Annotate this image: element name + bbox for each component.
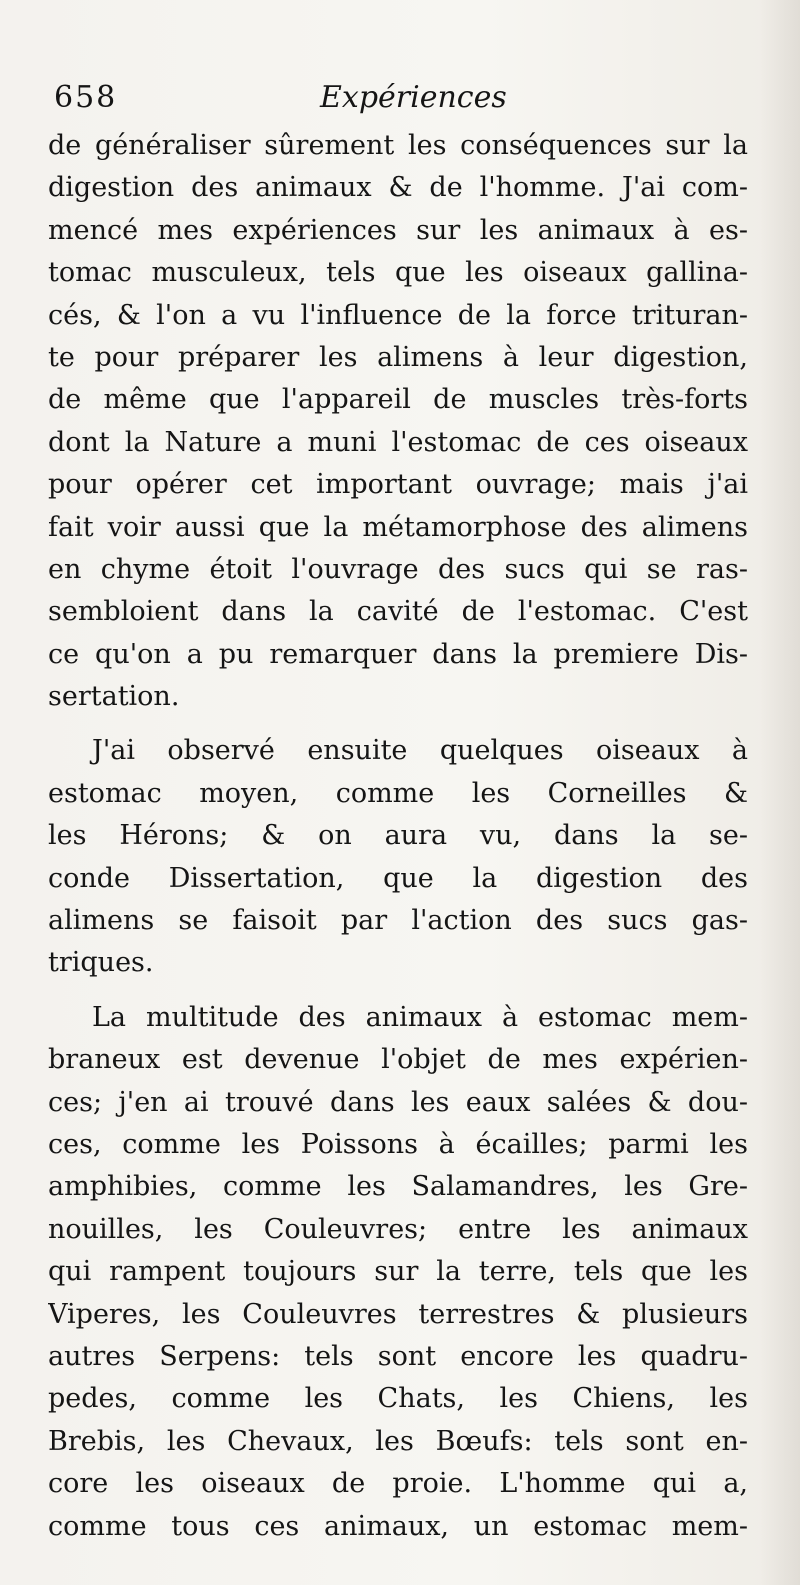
text-line: digestion des animaux & de l'homme. J'ai com-	[48, 172, 748, 204]
text-line: cés, & l'on a vu l'influence de la force trituran-	[48, 299, 748, 331]
text-line: amphibies, comme les Salamandres, les Gre-	[48, 1171, 748, 1203]
text-line: Viperes, les Couleuvres terrestres & plusieurs	[48, 1298, 748, 1330]
text-line: ces, comme les Poissons à écailles; parmi les	[48, 1128, 748, 1160]
text-line: comme tous ces animaux, un estomac mem-	[48, 1510, 748, 1542]
text-line: les Hérons; & on aura vu, dans la se-	[48, 820, 748, 852]
text-line: alimens se faisoit par l'action des sucs gas-	[48, 905, 748, 937]
text-line: triques.	[48, 947, 154, 979]
text-line: pour opérer cet important ouvrage; mais j'ai	[48, 469, 748, 501]
text-line: en chyme étoit l'ouvrage des sucs qui se ras-	[48, 553, 748, 585]
text-line: pedes, comme les Chats, les Chiens, les	[48, 1383, 748, 1415]
page-edge-shadow	[760, 0, 800, 1585]
text-line: Brebis, les Chevaux, les Bœufs: tels sont en-	[48, 1425, 748, 1457]
text-line: ces; j'en ai trouvé dans les eaux salées & dou-	[48, 1086, 748, 1118]
text-line: J'ai observé ensuite quelques oiseaux à	[92, 735, 748, 767]
text-line: nouilles, les Couleuvres; entre les animaux	[48, 1213, 748, 1245]
text-line: tomac musculeux, tels que les oiseaux gallina-	[48, 257, 748, 289]
paragraph-1	[48, 125, 748, 718]
text-line: conde Dissertation, que la digestion des	[48, 862, 748, 894]
page-header	[40, 80, 740, 126]
text-line: braneux est devenue l'objet de mes expérien-	[48, 1044, 748, 1076]
page-number: 658	[54, 80, 118, 115]
paragraph-gap	[48, 718, 748, 730]
text-line: ce qu'on a pu remarquer dans la premiere Dis-	[48, 638, 748, 670]
text-line: qui rampent toujours sur la terre, tels que les	[48, 1256, 748, 1288]
text-line: autres Serpens: tels sont encore les quadru-	[48, 1340, 748, 1372]
text-line: mencé mes expériences sur les animaux à es-	[48, 214, 748, 246]
text-line: dont la Nature a muni l'estomac de ces oiseaux	[48, 426, 748, 458]
text-line: core les oiseaux de proie. L'homme qui a,	[48, 1468, 748, 1500]
text-line: sembloient dans la cavité de l'estomac. C'est	[48, 596, 748, 628]
running-title: Expériences	[320, 80, 507, 115]
paragraph-gap	[48, 985, 748, 997]
text-line: fait voir aussi que la métamorphose des alimens	[48, 511, 748, 543]
text-line: estomac moyen, comme les Corneilles &	[48, 777, 748, 809]
paragraph-2	[48, 730, 748, 984]
body-text	[48, 125, 748, 1548]
text-line: de généraliser sûrement les conséquences sur la	[48, 130, 748, 161]
text-line: La multitude des animaux à estomac mem-	[92, 1001, 748, 1033]
paragraph-3	[48, 997, 748, 1548]
text-line: te pour préparer les alimens à leur digestion,	[48, 341, 748, 373]
text-line: sertation.	[48, 681, 180, 713]
text-line: de même que l'appareil de muscles très-forts	[48, 384, 748, 416]
